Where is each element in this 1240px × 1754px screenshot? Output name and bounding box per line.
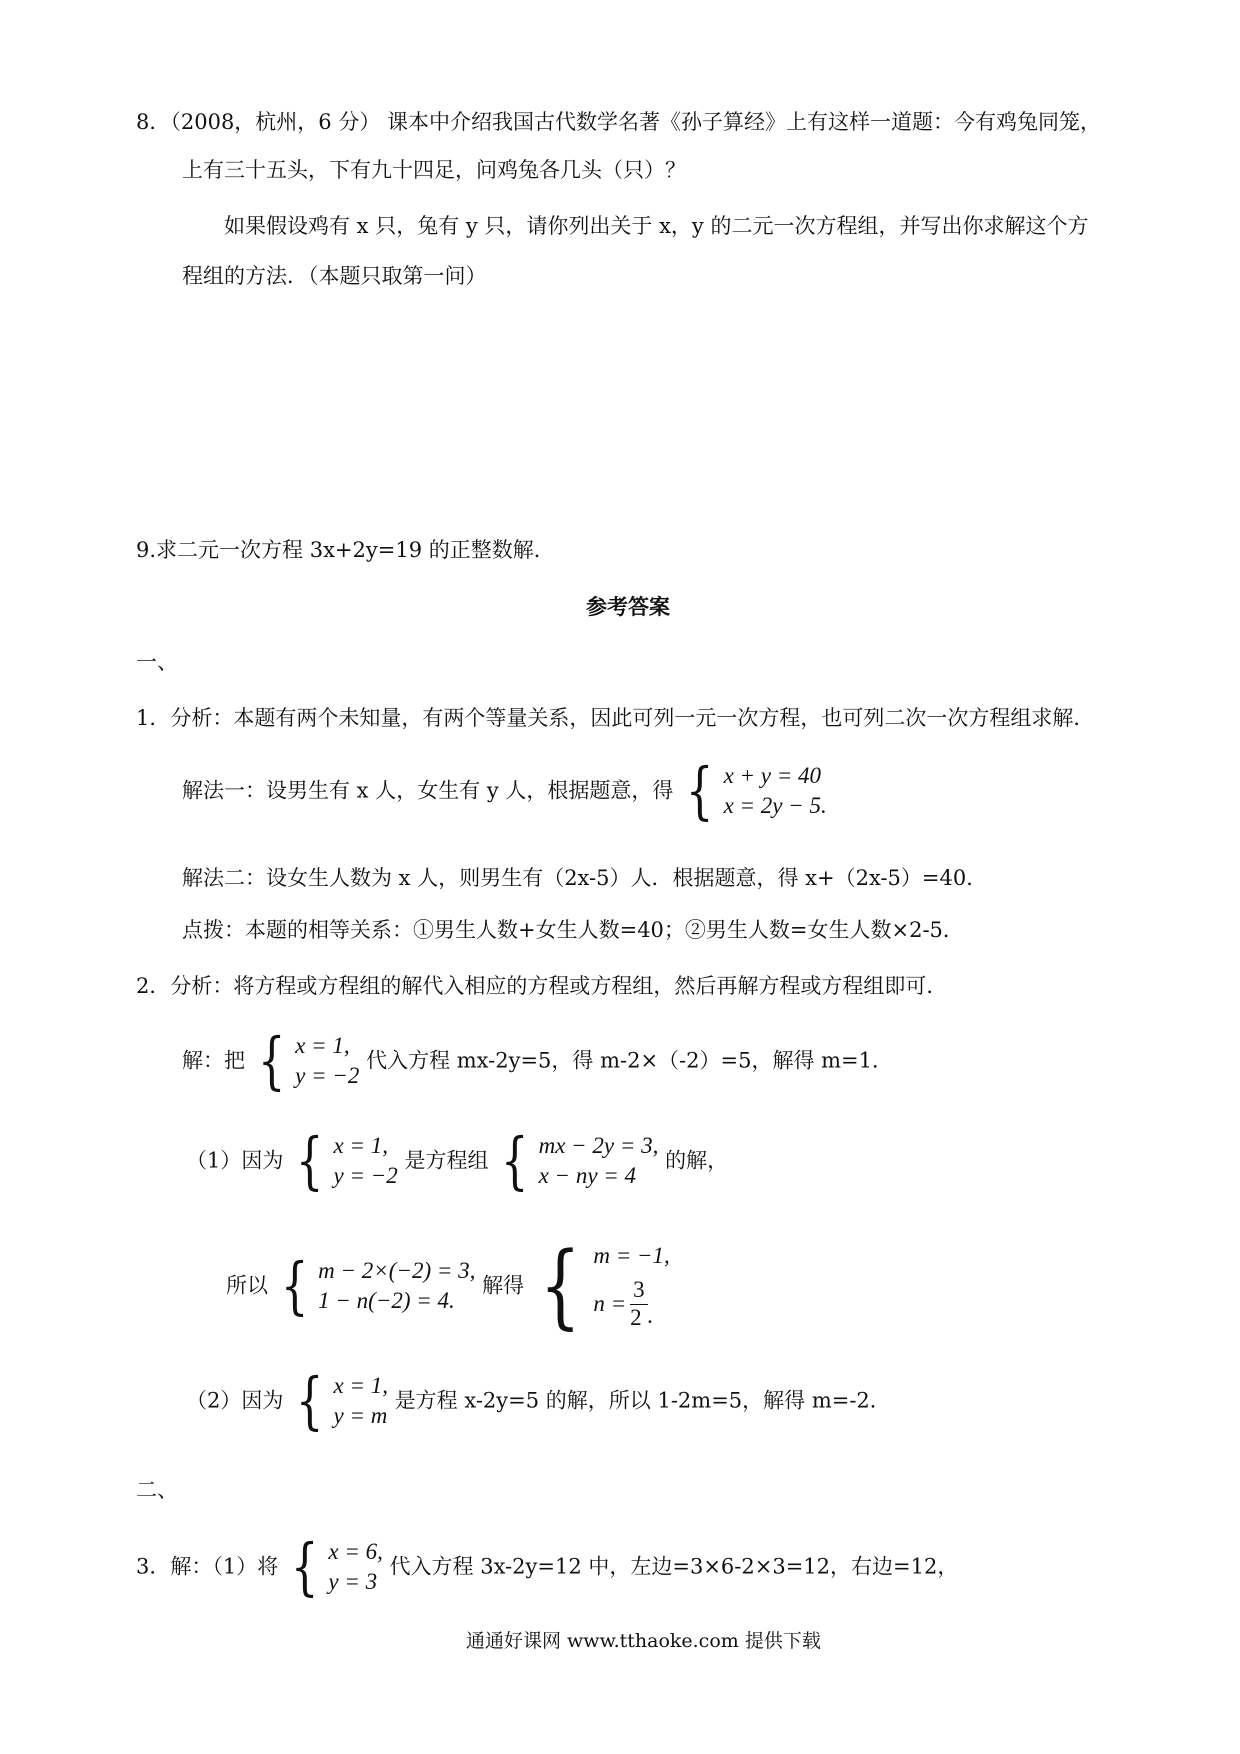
a2-analysis: 2．分析：将方程或方程组的解代入相应的方程或方程组，然后再解方程或方程组即可． [136,974,948,998]
equation-with-fraction [593,1277,669,1331]
equation: y = −2 [333,1163,398,1188]
equation: m = −1, [593,1243,670,1268]
a3-suffix: 代入方程 3x-2y=12 中，左边=3×6-2×3=12，右边=12， [389,1554,959,1579]
q8-line-2: 上有三十五头，下有九十四足，问鸡兔各几头（只）？ [182,158,686,182]
a2-part2-prefix: （2）因为 [186,1388,284,1413]
brace-icon: { [290,1530,319,1603]
q9-text: 9.求二元一次方程 3x+2y=19 的正整数解． [136,538,555,562]
brace-icon: { [501,1124,529,1197]
fraction-numerator: 3 [630,1277,648,1304]
equation: y = 3 [328,1569,378,1594]
equation: m − 2×(−2) = 3, [318,1258,476,1284]
a3-system [285,1530,383,1603]
brace-icon: { [686,754,714,827]
a2-solution [182,1024,894,1097]
a2-part1-prefix: （1）因为 [186,1148,284,1173]
section-2-heading: 二、 [136,1478,178,1502]
brace-icon: { [257,1024,286,1097]
a3-line [136,1530,959,1603]
q8-line-1: 8．（2008，杭州，6 分） 课本中介绍我国古代数学名著《孙子算经》上有这样一道题：今有鸡兔同笼， [136,110,1102,134]
a2-solution-system [252,1024,360,1097]
a1-tip: 点拨：本题的相等关系：①男生人数+女生人数=40；②男生人数=女生人数×2-5． [182,918,964,942]
answers-title: 参考答案 [586,594,670,619]
brace-icon: { [295,1124,324,1197]
equation: x − ny = 4 [538,1163,637,1188]
a2-so [226,1232,670,1339]
a2-part2 [186,1364,891,1437]
a2-part1-system [495,1124,659,1197]
a2-solution-prefix: 解：把 [182,1048,245,1073]
equation: x = 2y − 5. [723,793,827,818]
a1-method1 [182,754,827,827]
page-footer: 通通好课网 www.tthaoke.com 提供下载 [466,1630,821,1652]
a1-analysis: 1．分析：本题有两个未知量，有两个等量关系，因此可列一元一次方程，也可列二次一次方程组求解． [136,706,1095,730]
a2-part2-solution [290,1364,388,1437]
a2-result-system [531,1232,670,1339]
equation-lhs: n = [593,1291,627,1317]
a2-part2-suffix: 是方程 x-2y=5 的解，所以 1-2m=5，解得 m=-2． [394,1388,891,1413]
equation: x = 1, [333,1133,388,1159]
a2-part1-solution [290,1124,398,1197]
equation: x + y = 40 [723,763,822,789]
a2-so-mid: 解得 [482,1273,525,1298]
brace-icon: { [280,1249,309,1322]
a2-so-prefix: 所以 [226,1273,268,1298]
a1-method1-system [680,754,827,827]
equation: y = m [333,1403,388,1428]
a1-method1-text: 解法一：设男生有 x 人，女生有 y 人，根据题意，得 [182,778,674,803]
fraction [630,1277,648,1331]
a2-solution-suffix: 代入方程 mx-2y=5，得 m-2×（-2）=5，解得 m=1． [366,1048,894,1073]
q8-line-3: 如果假设鸡有 x 只，兔有 y 只，请你列出关于 x，y 的二元一次方程组，并写出你求解这个方 [224,214,1089,238]
a2-part1 [186,1124,729,1197]
fraction-denominator: 2 [630,1304,642,1330]
equation: y = −2 [295,1063,360,1088]
a1-method2: 解法二：设女生人数为 x 人，则男生有（2x-5）人．根据题意，得 x+（2x-5）=40． [182,866,988,890]
q8-line-4: 程组的方法．（本题只取第一问） [182,264,487,288]
a2-so-system [275,1249,476,1322]
equation: 1 − n(−2) = 4. [318,1288,455,1313]
equation: x = 1, [333,1373,388,1399]
equation: mx − 2y = 3, [538,1133,659,1159]
brace-icon: { [539,1232,581,1339]
equation: x = 1, [295,1033,350,1059]
equation: x = 6, [328,1539,383,1565]
brace-icon: { [295,1364,324,1437]
a3-prefix: 3．解：（1）将 [136,1554,279,1579]
a2-part1-mid: 是方程组 [404,1148,489,1173]
equation-period: . [647,1303,654,1329]
section-1-heading: 一、 [136,650,178,674]
a2-part1-suffix: 的解， [665,1148,729,1173]
